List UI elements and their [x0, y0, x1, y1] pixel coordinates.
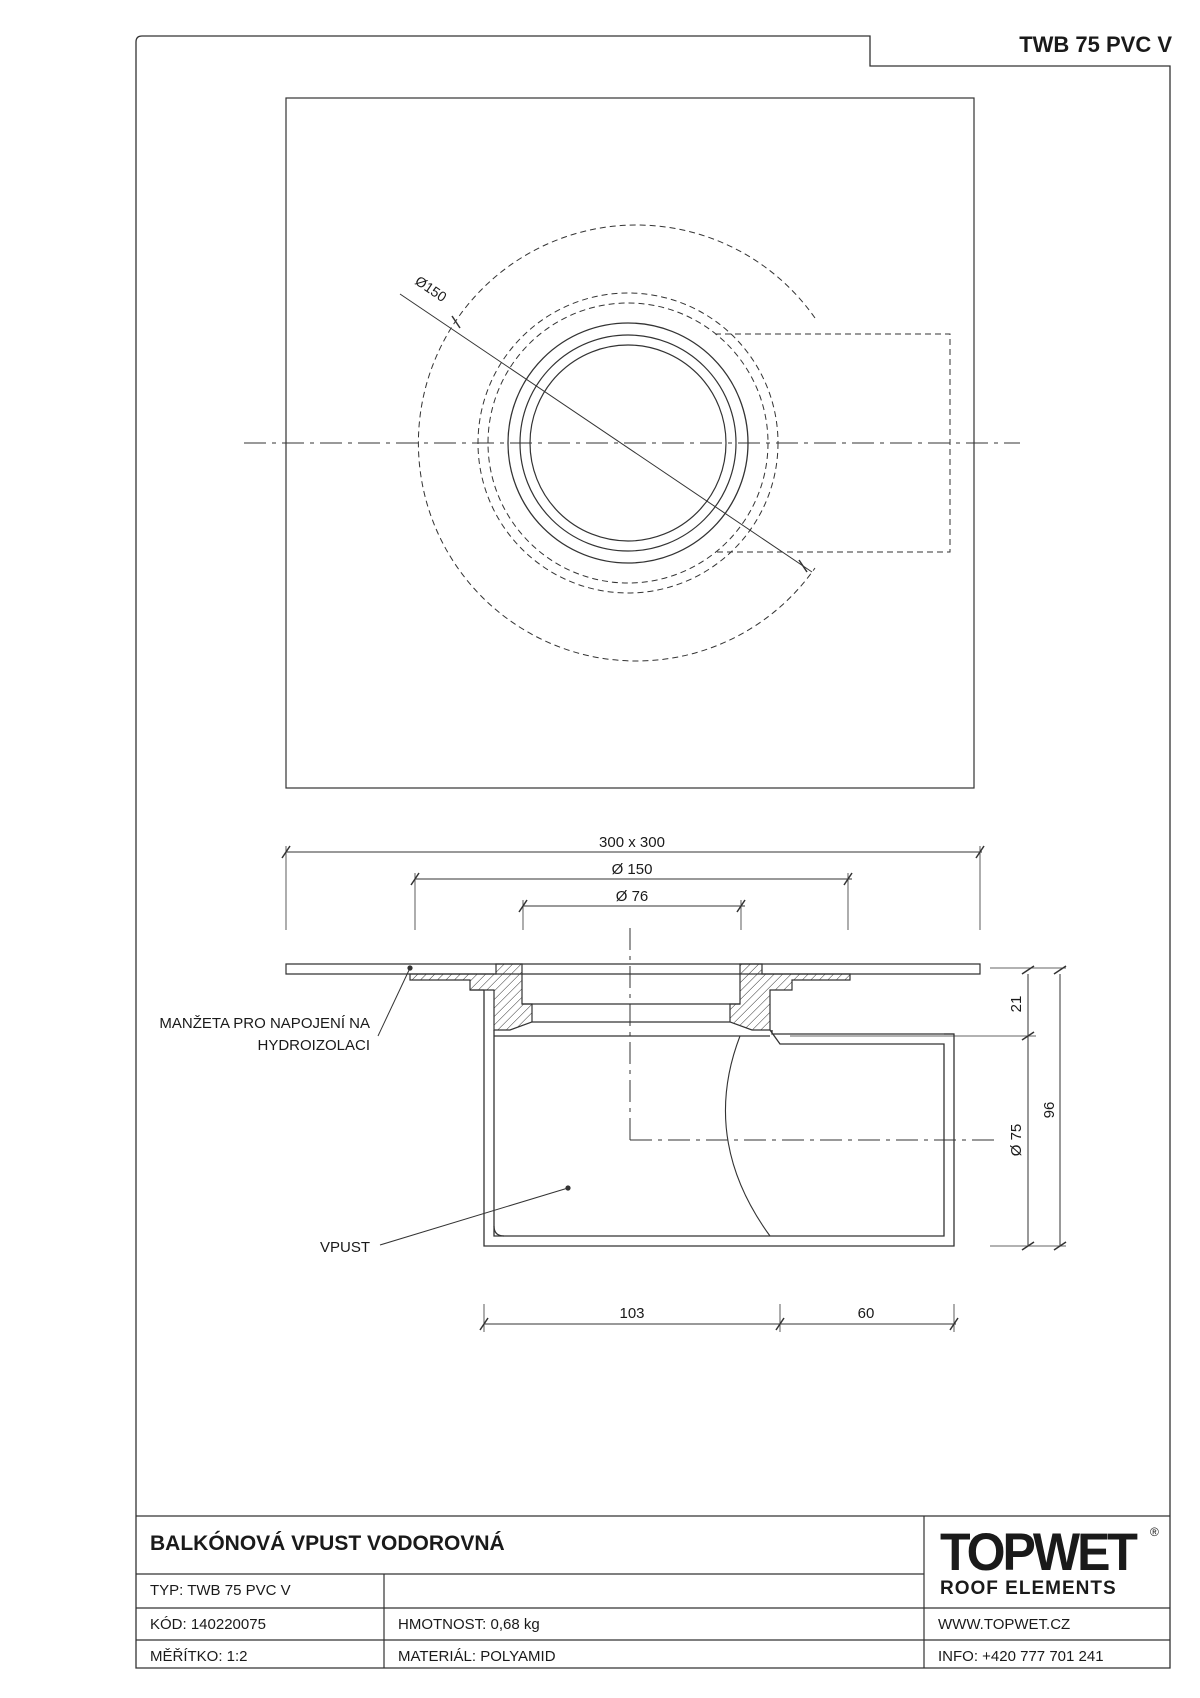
logo-wordmark: TOPWET [940, 1522, 1135, 1582]
dim-overall: 300 x 300 [599, 834, 665, 851]
section-body [484, 990, 954, 1246]
drawing-title: BALKÓNOVÁ VPUST VODOROVNÁ [150, 1532, 505, 1555]
label-outlet: VPUST [319, 1239, 370, 1256]
dim-height-top: 21 [1008, 995, 1025, 1013]
dim-outlet-length: 60 [857, 1305, 875, 1322]
section-collar-right [730, 964, 850, 1030]
leader-membrane [378, 968, 410, 1036]
label-membrane-line2: HYDROIZOLACI [257, 1037, 370, 1054]
dim-inlet: Ø 76 [615, 888, 649, 905]
topwet-logo [934, 1523, 1174, 1603]
dim-flange: Ø 150 [611, 861, 653, 878]
weight-field: HMOTNOST: 0,68 kg [398, 1616, 540, 1633]
material-field: MATERIÁL: POLYAMID [398, 1648, 556, 1665]
dim-outlet: Ø 75 [1008, 1123, 1025, 1157]
sheet-code: TWB 75 PVC V [1019, 32, 1172, 57]
website-field: WWW.TOPWET.CZ [938, 1616, 1071, 1633]
info-field: INFO: +420 777 701 241 [938, 1648, 1104, 1665]
plan-view [244, 98, 1020, 788]
section-flange-plate [286, 964, 980, 974]
plan-diameter-label: Ø150 [412, 272, 450, 305]
logo-registered-mark: ® [1150, 1525, 1159, 1539]
logo-tagline: ROOF ELEMENTS [940, 1578, 1117, 1599]
type-field: TYP: TWB 75 PVC V [150, 1582, 291, 1599]
section-outlet-arc [725, 1036, 770, 1236]
code-field: KÓD: 140220075 [150, 1616, 266, 1633]
dim-body-length: 103 [619, 1305, 645, 1322]
dim-height-total: 96 [1041, 1101, 1058, 1119]
plan-diameter-line [400, 294, 812, 572]
label-membrane-line1: MANŽETA PRO NAPOJENÍ NA [159, 1015, 370, 1032]
section-collar-left [410, 964, 532, 1030]
scale-field: MĚŘÍTKO: 1:2 [150, 1648, 248, 1665]
section-view [159, 834, 1066, 1332]
